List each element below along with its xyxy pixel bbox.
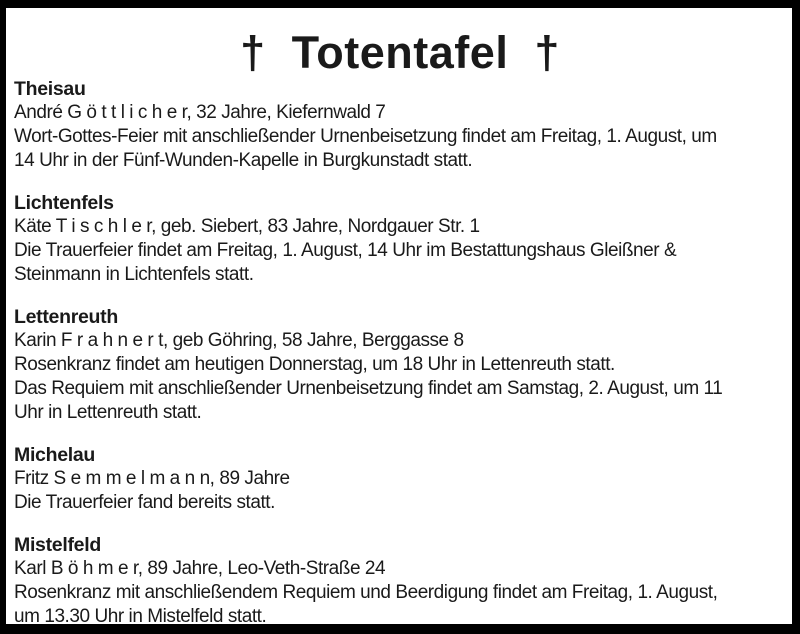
notice-sections — [14, 77, 786, 624]
section-mistelfeld — [14, 533, 786, 624]
notice-line: Wort-Gottes-Feier mit anschließender Urnenbeisetzung findet am Freitag, 1. August, um — [14, 126, 717, 147]
deceased-line: Fritz S e m m e l m a n n, 89 Jahre — [14, 468, 290, 489]
section-heading: Lichtenfels — [14, 192, 114, 214]
section-theisau — [14, 77, 786, 173]
notice-line: Uhr in Lettenreuth statt. — [14, 402, 202, 423]
notice-line: Rosenkranz findet am heutigen Donnerstag, um 18 Uhr in Lettenreuth statt. — [14, 354, 615, 375]
notice-line: Steinmann in Lichtenfels statt. — [14, 264, 254, 285]
notice-sheet — [6, 8, 792, 624]
deceased-line: André G ö t t l i c h e r, 32 Jahre, Kiefernwald 7 — [14, 102, 386, 123]
notice-line: Die Trauerfeier fand bereits statt. — [14, 492, 275, 513]
section-heading: Lettenreuth — [14, 306, 118, 328]
section-lettenreuth — [14, 305, 786, 425]
notice-line: Rosenkranz mit anschließendem Requiem und Beerdigung findet am Freitag, 1. August, — [14, 582, 718, 603]
section-michelau — [14, 443, 786, 515]
section-heading: Michelau — [14, 444, 96, 466]
deceased-line: Karl B ö h m e r, 89 Jahre, Leo-Veth-Straße 24 — [14, 558, 386, 579]
cross-icon-left: † — [240, 27, 266, 78]
notice-line: Die Trauerfeier findet am Freitag, 1. August, 14 Uhr im Bestattungshaus Gleißner & — [14, 240, 677, 261]
cross-icon-right: † — [534, 27, 560, 78]
notice-line: Das Requiem mit anschließender Urnenbeisetzung findet am Samstag, 2. August, um 11 — [14, 378, 723, 399]
notice-line: um 13.30 Uhr in Mistelfeld statt. — [14, 606, 267, 624]
page-title — [14, 25, 786, 80]
page-title-text: Totentafel — [291, 27, 509, 78]
section-lichtenfels — [14, 191, 786, 287]
deceased-line: Karin F r a h n e r t, geb Göhring, 58 Jahre, Berggasse 8 — [14, 330, 464, 351]
section-heading: Theisau — [14, 78, 86, 100]
section-heading: Mistelfeld — [14, 534, 101, 556]
notice-line: 14 Uhr in der Fünf-Wunden-Kapelle in Burgkunstadt statt. — [14, 150, 473, 171]
deceased-line: Käte T i s c h l e r, geb. Siebert, 83 Jahre, Nordgauer Str. 1 — [14, 216, 480, 237]
